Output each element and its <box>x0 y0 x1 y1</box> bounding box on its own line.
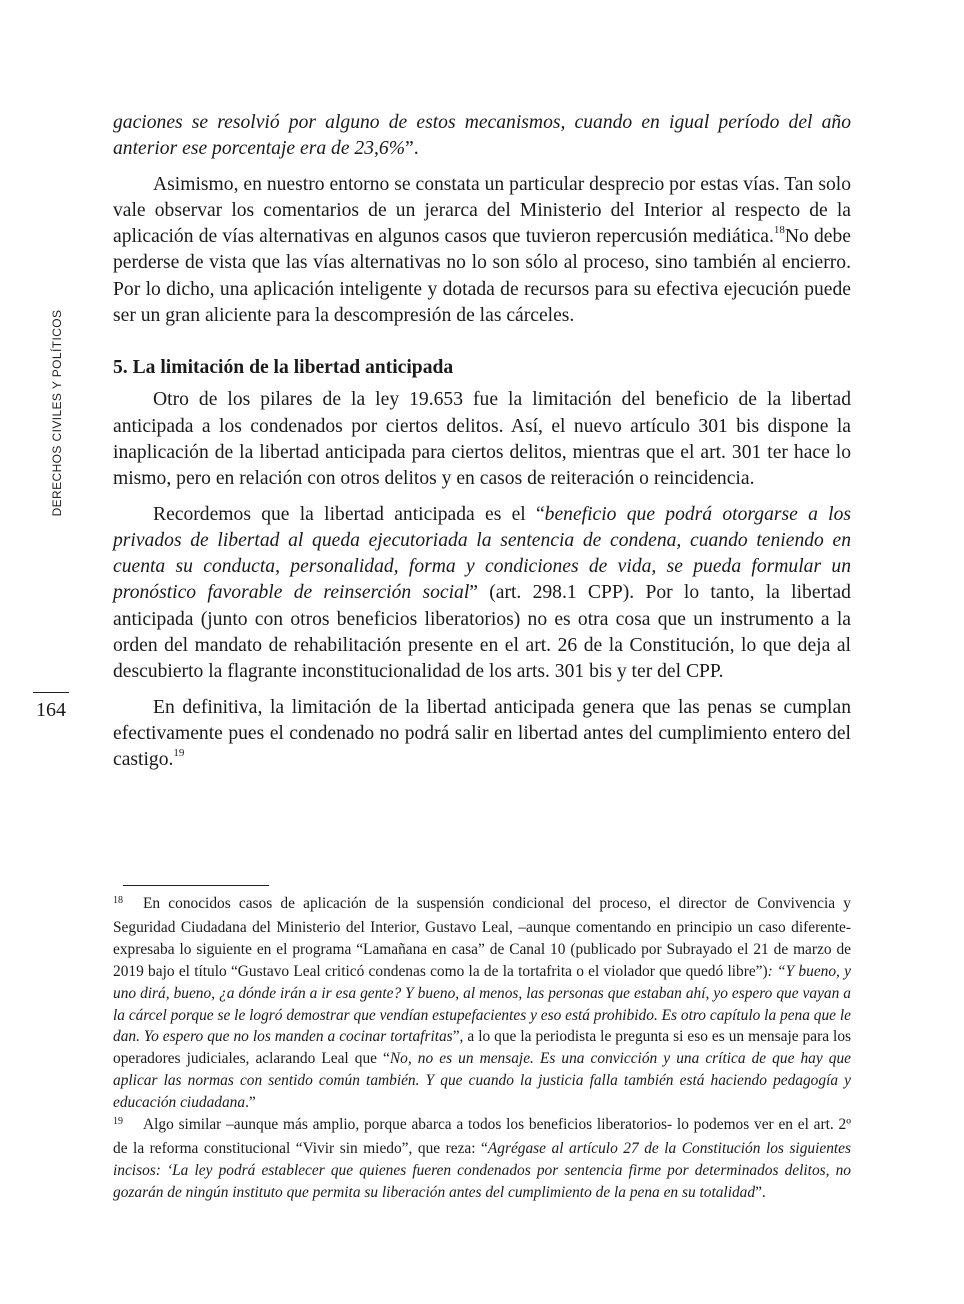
footnote-ref-18: 18 <box>773 223 785 236</box>
paragraph-1 <box>113 110 851 163</box>
paragraph-1-italic: gaciones se resolvió por alguno de estos mecanismos, cuando en igual período del año anterior ese porcentaje era de 23,6% <box>113 112 851 160</box>
footnote-quote-2: No, no es un mensaje. Es una convicción y una crítica de que hay que aplicar las normas con sentido común también. Y que cuando la justicia falla también está haciendo pedagogía y educación ciudadana <box>113 1050 851 1112</box>
paragraph-5 <box>113 695 851 774</box>
footnote-rule <box>123 885 269 886</box>
footnote-18 <box>113 893 851 1114</box>
paragraph-4 <box>113 502 851 686</box>
footnote-quote: Agrégase al artículo 27 de la Constitución los siguientes incisos: ‘La ley podrá establecer que quienes fueren condenados por sentencia firme por determinados delitos, no gozarán de ningún instituto que permita su liberación antes del cumplimiento de la pena en su totalidad <box>113 1139 851 1201</box>
footnote-end: ”. <box>755 1183 766 1201</box>
main-text <box>113 110 851 783</box>
paragraph-4-post: ” (art. 298.1 CPP). Por lo tanto, la libertad anticipada (junto con otros beneficios liberatorios) no es otra cosa que un instrumento a la orden del mandato de rehabilitación presente en el art. 26 de la Constitución, lo que deja al descubierto la flagrante inconstitucionalidad de los arts. 301 bis y ter del CPP. <box>113 582 851 683</box>
footnote-end: .” <box>245 1094 256 1112</box>
paragraph-1-end: ”. <box>405 138 419 160</box>
paragraph-4-quote: beneficio que podrá otorgarse a los privados de libertad al queda ejecutoriada la sentencia de condena, cuando teniendo en cuenta su conducta, personalidad, forma y condiciones de vida, se pueda formular un pronóstico favorable de reinserción social <box>113 503 852 604</box>
footnote-number: 18 <box>113 895 123 906</box>
paragraph-2-text-cont: No debe perderse de vista que las vías alternativas no lo son sólo al proceso, sino también al encierro. Por lo dicho, una aplicación inteligente y dotada de recursos para su efectiva ejecución puede ser un gran aliciente para la descompresión de las cárceles. <box>113 226 851 327</box>
paragraph-2 <box>113 172 851 330</box>
footnote-text-mid: ”, a lo que la periodista le pregunta si eso es un mensaje para los operadores judiciales, aclarando Leal que “ <box>113 1028 851 1068</box>
footnotes <box>113 893 851 1204</box>
footnote-number: 19 <box>113 1116 123 1128</box>
paragraph-2-text: Asimismo, en nuestro entorno se constata un particular desprecio por estas vías. Tan solo vale observar los comentarios de un jerarca del Ministerio del Interior al respecto de la aplicación de vías alternativas en algunos casos que tuvieron repercusión mediática. <box>113 173 851 248</box>
footnote-text: Algo similar –aunque más amplio, porque abarca a todos los beneficios liberatorios- lo podemos ver en el art. 2º de la reforma constitucional “Vivir sin miedo”, que reza: “ <box>113 1116 851 1157</box>
footnote-quote: : “Y bueno, y uno dirá, bueno, ¿a dónde irán a ir esa gente? Y bueno, al menos, las personas que estaban ahí, yo espero que vayan a la cárcel porque se le logró demostrar que vendían estupefacientes y eso está prohibido. Es otro capítulo la pena que le dan. Yo espero que no los manden a cocinar tortafritas <box>113 962 851 1046</box>
running-head-text: DERECHOS CIVILES Y POLÍTICOS <box>50 309 64 517</box>
footnote-ref-19: 19 <box>173 746 185 759</box>
footnote-19 <box>113 1114 851 1204</box>
page-number: 164 <box>36 699 66 721</box>
paragraph-4-pre: Recordemos que la libertad anticipada es el “ <box>153 503 545 525</box>
page-number-rule <box>33 692 69 693</box>
footnote-text: En conocidos casos de aplicación de la suspensión condicional del proceso, el director de Convivencia y Seguridad Ciudadana del Ministerio del Interior, Gustavo Leal, –aunque comentando en principio un caso diferente- expresaba lo siguiente en el programa “Lamañana en casa” de Canal 10 (publicado por Subrayado el 21 de marzo de 2019 bajo el título “Gustavo Leal criticó condenas como la de la tortafrita o el violador que quedó libre”) <box>113 895 851 980</box>
section-heading: 5. La limitación de la libertad anticipada <box>113 357 454 379</box>
paragraph-3: Otro de los pilares de la ley 19.653 fue la limitación del beneficio de la libertad anticipada a los condenados por ciertos delitos. Así, el nuevo artículo 301 bis dispone la inaplicación de la libertad anticipada para ciertos delitos, mientras que el art. 301 ter hace lo mismo, pero en relación con otros delitos y en casos de reiteración o reincidencia. <box>113 389 851 490</box>
paragraph-5-text: En definitiva, la limitación de la libertad anticipada genera que las penas se cumplan efectivamente pues el condenado no podrá salir en libertad antes del cumplimiento entero del castigo. <box>113 696 851 771</box>
